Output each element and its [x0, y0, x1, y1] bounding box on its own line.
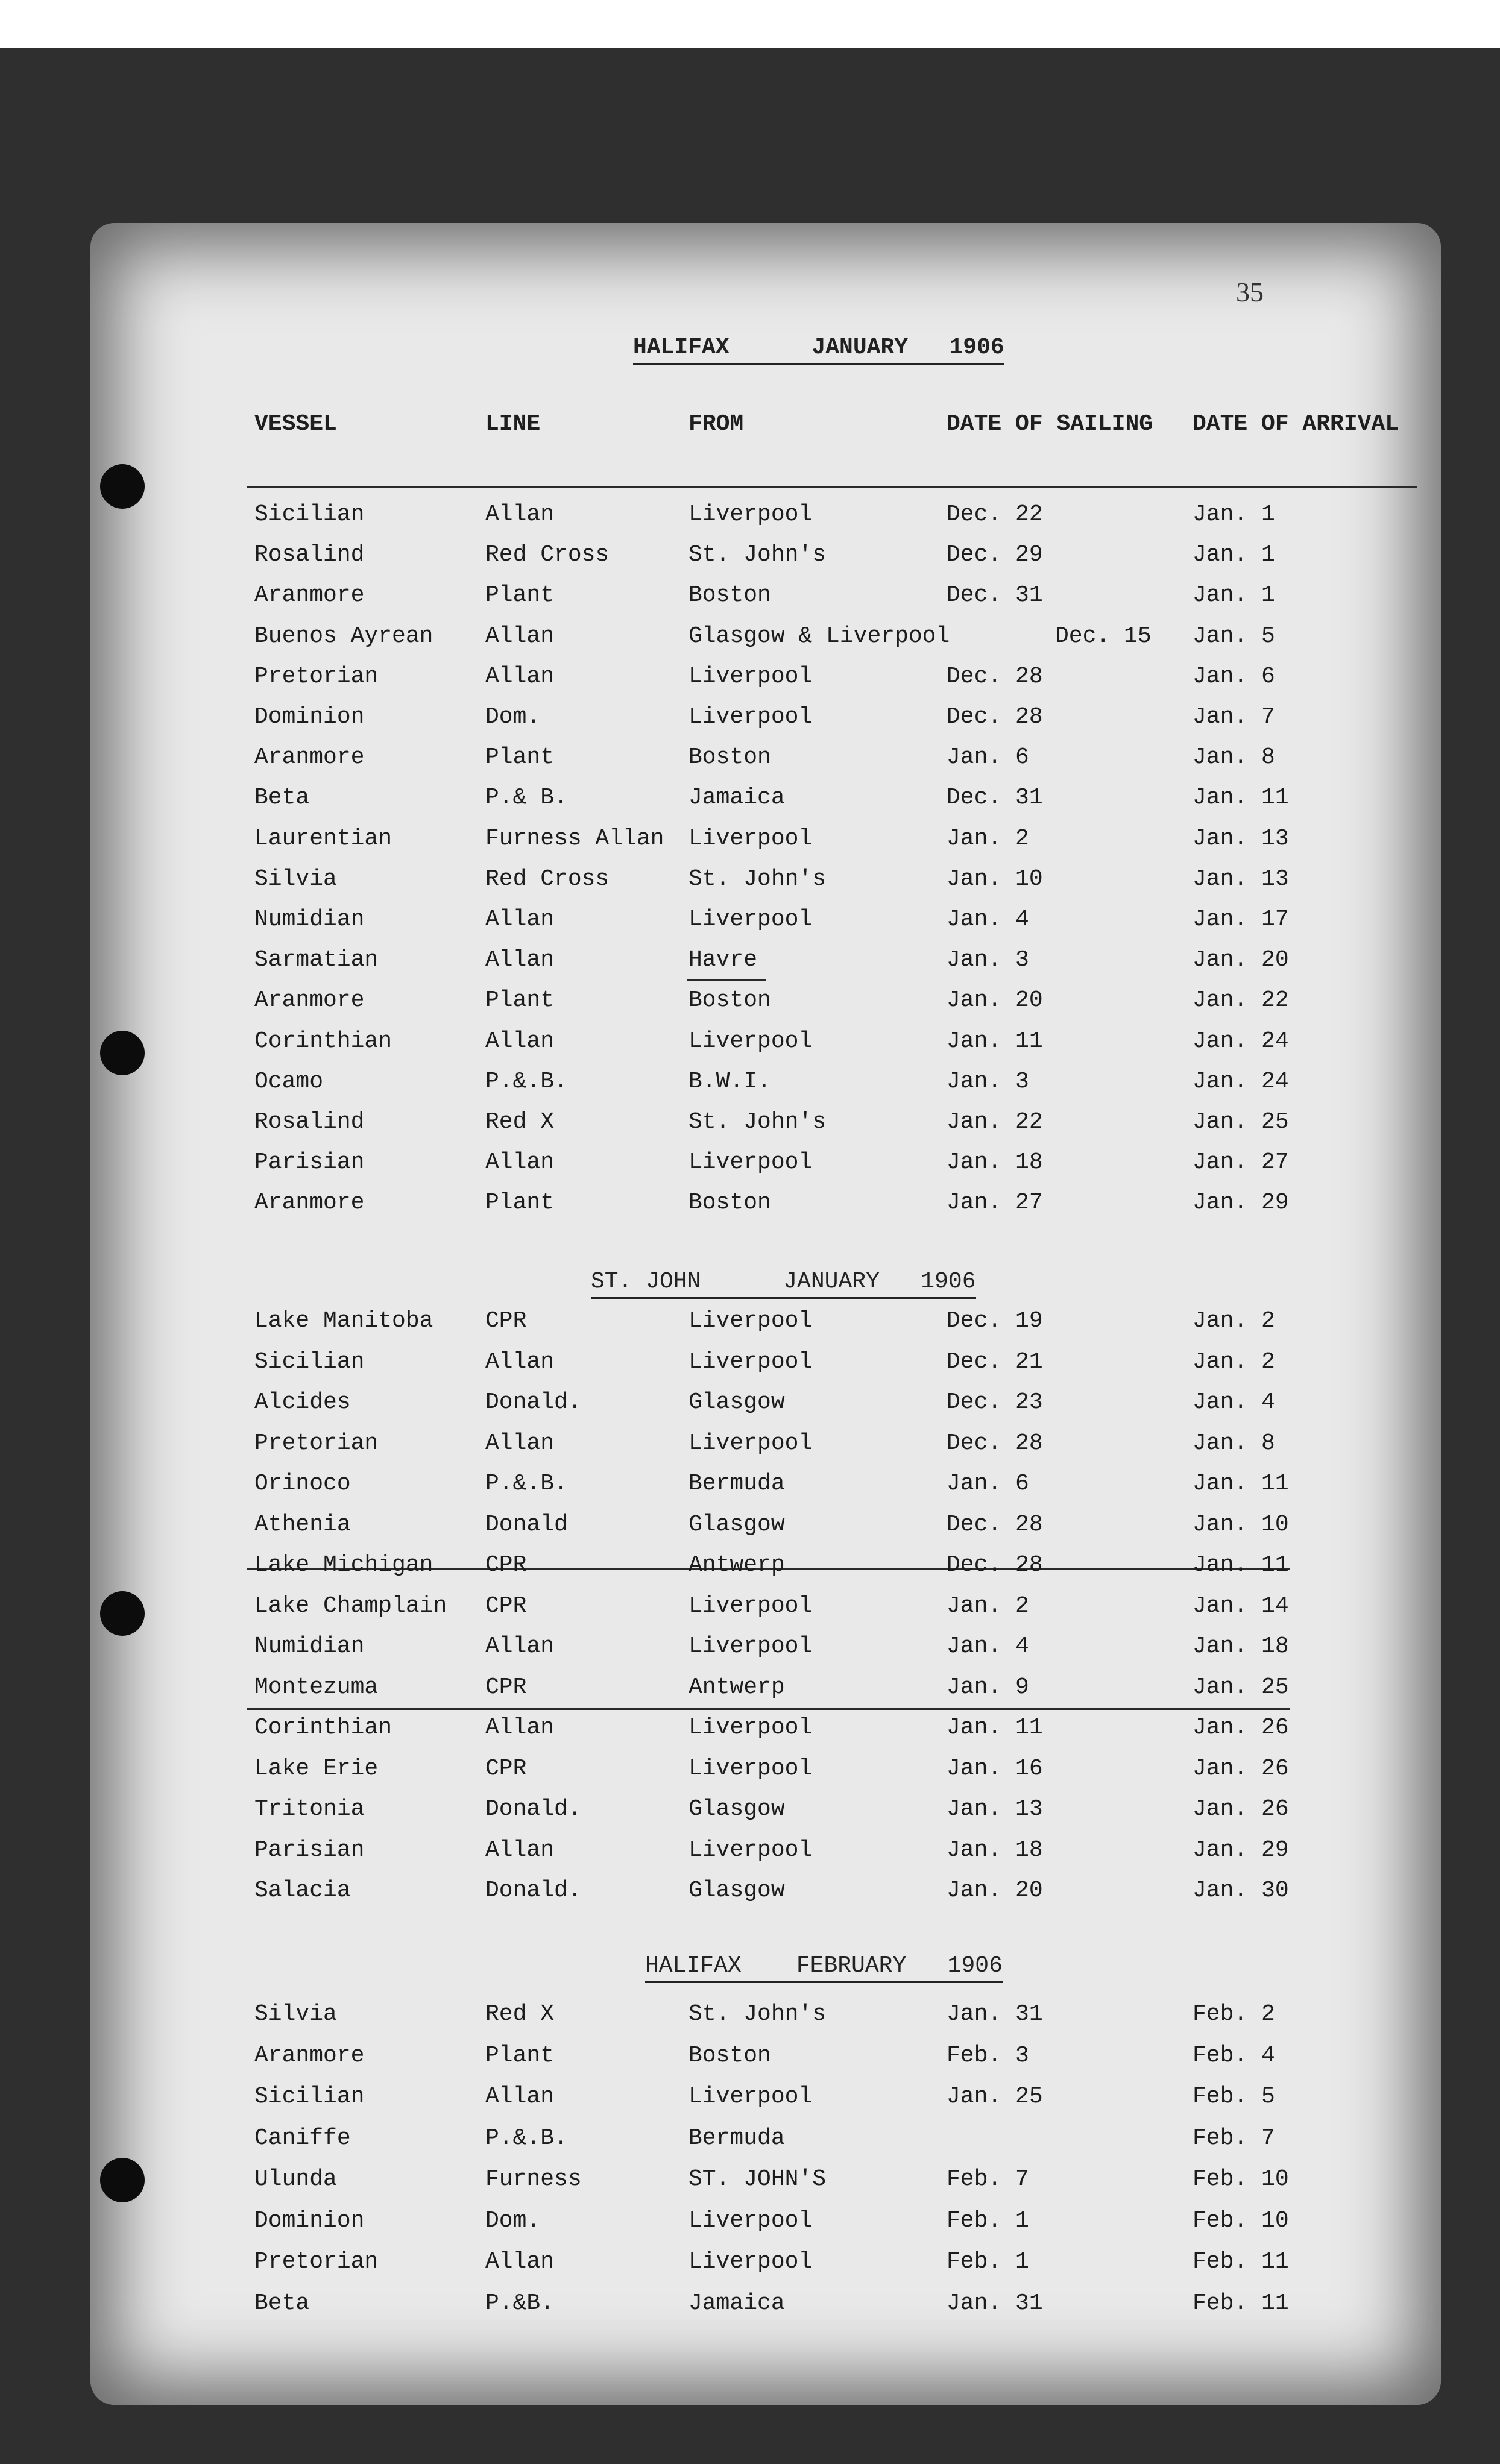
date-of-arrival: Feb. 5 [1193, 2084, 1275, 2110]
date-of-arrival: Jan. 11 [1193, 1471, 1289, 1497]
date-of-sailing: Feb. 3 [947, 2042, 1029, 2069]
origin-port: Boston [689, 987, 771, 1014]
table-row [90, 2084, 1441, 2120]
date-of-arrival: Feb. 11 [1193, 2290, 1289, 2316]
date-of-arrival: Jan. 26 [1193, 1796, 1289, 1822]
table-row [90, 947, 1441, 983]
date-of-sailing: Jan. 13 [947, 1796, 1043, 1822]
date-of-arrival: Jan. 1 [1193, 501, 1275, 527]
date-of-arrival: Jan. 22 [1193, 987, 1289, 1014]
shipping-line: Furness Allan [485, 825, 664, 852]
shipping-line: Allan [485, 1837, 555, 1863]
shipping-line: Donald. [485, 1796, 582, 1822]
date-of-arrival: Jan. 25 [1193, 1674, 1289, 1700]
table-row [90, 2166, 1441, 2202]
origin-port: Havre [689, 947, 758, 973]
vessel-name: Ocamo [254, 1068, 324, 1095]
table-row [90, 1308, 1441, 1344]
date-of-sailing: Feb. 7 [947, 2166, 1029, 2192]
vessel-name: Athenia [254, 1511, 351, 1538]
shipping-line: Red X [485, 1109, 555, 1135]
header-rule [247, 486, 1417, 488]
date-of-sailing: Jan. 22 [947, 1109, 1043, 1135]
date-of-arrival: Jan. 8 [1193, 744, 1275, 771]
date-of-arrival: Jan. 8 [1193, 1430, 1275, 1456]
table-row [90, 744, 1441, 781]
date-of-sailing: Jan. 9 [947, 1674, 1029, 1700]
column-header-vessel: VESSEL [254, 411, 337, 437]
vessel-name: Pretorian [254, 2249, 379, 2275]
date-of-sailing: Dec. 28 [947, 663, 1043, 690]
vessel-name: Alcides [254, 1389, 351, 1415]
origin-port: Liverpool [689, 2207, 813, 2234]
shipping-line: Red X [485, 2001, 555, 2027]
date-of-arrival: Jan. 17 [1193, 907, 1289, 932]
origin-port: Bermuda [689, 1471, 785, 1497]
date-of-sailing: Dec. 19 [947, 1308, 1043, 1334]
shipping-line: Donald. [485, 1389, 582, 1415]
shipping-line: Plant [485, 744, 555, 771]
vessel-name: Dominion [254, 2207, 365, 2234]
date-of-sailing: Jan. 16 [947, 1755, 1043, 1782]
vessel-name: Silvia [254, 866, 337, 892]
vessel-name: Rosalind [254, 1109, 365, 1135]
table-row [90, 1837, 1441, 1873]
date-of-sailing: Feb. 1 [947, 2249, 1029, 2275]
origin-port: Liverpool [689, 1633, 813, 1659]
origin-port: Liverpool [689, 1149, 813, 1176]
vessel-name: Beta [254, 2290, 310, 2316]
date-of-arrival: Jan. 30 [1193, 1878, 1289, 1903]
origin-port: Liverpool [689, 501, 813, 527]
table-row [90, 1756, 1441, 1792]
table-row [90, 1149, 1441, 1186]
date-of-arrival: Feb. 10 [1193, 2166, 1289, 2192]
shipping-line: CPR [485, 1592, 527, 1619]
origin-port: Glasgow [689, 1389, 785, 1415]
table-row [90, 2249, 1441, 2285]
vessel-name: Numidian [254, 1633, 365, 1659]
vessel-name: Ulunda [254, 2166, 337, 2192]
table-row [90, 582, 1441, 618]
date-of-arrival: Jan. 13 [1193, 866, 1289, 892]
date-of-sailing: Jan. 31 [947, 2001, 1043, 2027]
table-row [90, 1552, 1441, 1588]
table-row [90, 2208, 1441, 2244]
shipping-line: Donald. [485, 1878, 582, 1903]
date-of-sailing: Jan. 11 [947, 1715, 1043, 1741]
date-of-arrival: Jan. 2 [1193, 1308, 1275, 1334]
date-of-arrival: Jan. 14 [1193, 1592, 1289, 1619]
date-of-arrival: Feb. 2 [1193, 2001, 1275, 2027]
table-row [90, 623, 1441, 659]
origin-port: Liverpool [689, 1348, 813, 1375]
shipping-line: Red Cross [485, 866, 610, 892]
date-of-sailing: Feb. 1 [947, 2207, 1029, 2234]
vessel-name: Caniffe [254, 2125, 351, 2151]
origin-port: Liverpool [689, 1028, 813, 1054]
origin-port: Liverpool [689, 825, 813, 852]
table-row [90, 2001, 1441, 2037]
table-row [90, 1349, 1441, 1385]
table-row [90, 1389, 1441, 1425]
table-row [90, 1796, 1441, 1832]
vessel-name: Aranmore [254, 987, 365, 1014]
vessel-name: Dominion [254, 704, 365, 730]
vessel-name: Numidian [254, 907, 365, 932]
shipping-line: P.&.B. [485, 1068, 568, 1095]
table-row [90, 1512, 1441, 1548]
date-of-arrival: Jan. 27 [1193, 1149, 1289, 1176]
date-of-arrival: Jan. 13 [1193, 825, 1289, 852]
section-heading-st-john-january: ST. JOHN JANUARY 1906 [591, 1269, 976, 1299]
date-of-arrival: Jan. 26 [1193, 1715, 1289, 1741]
shipping-line: Allan [485, 907, 555, 932]
vessel-name: Aranmore [254, 2042, 365, 2069]
vessel-name: Laurentian [254, 825, 392, 852]
origin-port: Liverpool [689, 663, 813, 690]
table-row [90, 1715, 1441, 1751]
shipping-line: Furness [485, 2166, 582, 2192]
date-of-arrival: Jan. 18 [1193, 1633, 1289, 1659]
column-header-from: FROM [689, 411, 744, 437]
column-header-date-of-arrival: DATE OF ARRIVAL [1193, 411, 1399, 437]
date-of-sailing: Jan. 20 [947, 1878, 1043, 1903]
vessel-name: Lake Erie [254, 1755, 379, 1782]
origin-port: B.W.I. [689, 1068, 771, 1095]
date-of-sailing: Jan. 3 [947, 1068, 1029, 1095]
shipping-line: Plant [485, 1190, 555, 1216]
vessel-name: Corinthian [254, 1028, 392, 1054]
shipping-line: Allan [485, 623, 555, 649]
shipping-line: Dom. [485, 2207, 541, 2234]
origin-port: Boston [689, 744, 771, 771]
shipping-line: Allan [485, 2249, 555, 2275]
date-of-arrival: Jan. 4 [1193, 1389, 1275, 1415]
table-row [90, 1593, 1441, 1629]
shipping-line: P.&.B. [485, 1471, 568, 1497]
vessel-name: Corinthian [254, 1715, 392, 1741]
origin-port: St. John's [689, 2001, 827, 2027]
vessel-name: Salacia [254, 1878, 351, 1903]
table-row [90, 704, 1441, 740]
origin-port: Antwerp [689, 1674, 785, 1700]
origin-port: Jamaica [689, 2290, 785, 2316]
date-of-sailing: Dec. 28 [947, 1552, 1043, 1578]
date-of-arrival: Jan. 20 [1193, 947, 1289, 973]
origin-port: Glasgow [689, 1878, 785, 1903]
table-row [90, 785, 1441, 821]
date-of-sailing: Dec. 31 [947, 785, 1043, 811]
date-of-sailing: Jan. 3 [947, 947, 1029, 973]
vessel-name: Buenos Ayrean [254, 623, 433, 649]
date-of-arrival: Jan. 29 [1193, 1190, 1289, 1216]
vessel-name: Parisian [254, 1149, 365, 1176]
table-row [90, 987, 1441, 1023]
table-row [90, 1878, 1441, 1914]
date-of-arrival: Jan. 7 [1193, 704, 1275, 730]
date-of-sailing: Jan. 20 [947, 987, 1043, 1014]
date-of-arrival: Jan. 26 [1193, 1755, 1289, 1782]
origin-port: Bermuda [689, 2125, 785, 2151]
vessel-name: Sicilian [254, 501, 365, 527]
date-of-sailing: Dec. 21 [947, 1348, 1043, 1375]
origin-port: Liverpool [689, 1715, 813, 1741]
table-row [90, 1430, 1441, 1466]
vessel-name: Tritonia [254, 1796, 365, 1822]
shipping-line: Plant [485, 2042, 555, 2069]
origin-port: Liverpool [689, 907, 813, 932]
date-of-sailing: Jan. 4 [947, 1633, 1029, 1659]
origin-port: Jamaica [689, 785, 785, 811]
origin-port: Liverpool [689, 1308, 813, 1334]
date-of-sailing: Dec. 28 [947, 1511, 1043, 1538]
date-of-arrival: Feb. 11 [1193, 2249, 1289, 2275]
shipping-line: P.& B. [485, 785, 568, 811]
table-row [90, 542, 1441, 578]
date-of-sailing: Jan. 27 [947, 1190, 1043, 1216]
column-header-date-of-sailing: DATE OF SAILING [947, 411, 1153, 437]
origin-port: Glasgow [689, 1511, 785, 1538]
vessel-name: Montezuma [254, 1674, 379, 1700]
date-of-arrival: Jan. 6 [1193, 663, 1275, 690]
vessel-name: Lake Manitoba [254, 1308, 433, 1334]
shipping-line: CPR [485, 1552, 527, 1578]
origin-port: Liverpool [689, 2084, 813, 2110]
origin-port: St. John's [689, 866, 827, 892]
shipping-line: Allan [485, 501, 555, 527]
table-row [90, 1633, 1441, 1670]
shipping-line: Allan [485, 1028, 555, 1054]
date-of-arrival: Jan. 24 [1193, 1068, 1289, 1095]
date-of-sailing: Jan. 2 [947, 825, 1029, 852]
vessel-name: Sarmatian [254, 947, 379, 973]
date-of-sailing: Dec. 28 [947, 1430, 1043, 1456]
origin-port: Glasgow & Liverpool [689, 623, 950, 649]
date-of-sailing: Jan. 25 [947, 2084, 1043, 2110]
table-row [90, 1069, 1441, 1105]
table-row [90, 2043, 1441, 2079]
origin-port: Liverpool [689, 1430, 813, 1456]
origin-port: Glasgow [689, 1796, 785, 1822]
shipping-line: Plant [485, 582, 555, 609]
shipping-line: Allan [485, 1633, 555, 1659]
date-of-sailing: Jan. 11 [947, 1028, 1043, 1054]
date-of-sailing: Jan. 10 [947, 866, 1043, 892]
date-of-arrival: Jan. 1 [1193, 542, 1275, 568]
section-heading-halifax-january: HALIFAX JANUARY 1906 [633, 335, 1004, 365]
vessel-name: Aranmore [254, 582, 365, 609]
date-of-sailing: Jan. 31 [947, 2290, 1043, 2316]
date-of-sailing: Jan. 4 [947, 907, 1029, 932]
origin-port: ST. JOHN'S [689, 2166, 827, 2192]
date-of-sailing: Jan. 18 [947, 1837, 1043, 1863]
date-of-arrival: Jan. 10 [1193, 1511, 1289, 1538]
shipping-line: P.&B. [485, 2290, 555, 2316]
shipping-line: Plant [485, 987, 555, 1014]
vessel-name: Pretorian [254, 663, 379, 690]
table-row [90, 826, 1441, 862]
shipping-line: Allan [485, 663, 555, 690]
shipping-line: Allan [485, 1149, 555, 1176]
origin-port: St. John's [689, 542, 827, 568]
origin-port: Liverpool [689, 1837, 813, 1863]
vessel-name: Lake Champlain [254, 1592, 447, 1619]
shipping-line: Allan [485, 2084, 555, 2110]
shipping-line: Donald [485, 1511, 568, 1538]
shipping-line: Dom. [485, 704, 541, 730]
date-of-sailing: Dec. 29 [947, 542, 1043, 568]
shipping-line: Allan [485, 1348, 555, 1375]
date-of-sailing: Dec. 22 [947, 501, 1043, 527]
shipping-line: Allan [485, 1430, 555, 1456]
origin-port: Antwerp [689, 1552, 785, 1578]
shipping-line: Allan [485, 947, 555, 973]
shipping-line: CPR [485, 1674, 527, 1700]
origin-port: Liverpool [689, 704, 813, 730]
origin-port: Boston [689, 582, 771, 609]
date-of-arrival: Jan. 5 [1193, 623, 1275, 649]
shipping-line: P.&.B. [485, 2125, 568, 2151]
vessel-name: Parisian [254, 1837, 365, 1863]
vessel-name: Pretorian [254, 1430, 379, 1456]
date-of-arrival: Jan. 29 [1193, 1837, 1289, 1863]
date-of-sailing: Jan. 6 [947, 744, 1029, 771]
origin-port: Liverpool [689, 1755, 813, 1782]
shipping-line: Red Cross [485, 542, 610, 568]
date-of-arrival: Jan. 25 [1193, 1109, 1289, 1135]
vessel-name: Beta [254, 785, 310, 811]
table-row [90, 907, 1441, 943]
date-of-sailing: Jan. 18 [947, 1149, 1043, 1176]
shipping-line: CPR [485, 1308, 527, 1334]
date-of-sailing: Jan. 6 [947, 1471, 1029, 1497]
origin-port: Liverpool [689, 1592, 813, 1619]
vessel-name: Sicilian [254, 2084, 365, 2110]
date-of-arrival: Jan. 24 [1193, 1028, 1289, 1054]
table-row [90, 2125, 1441, 2161]
vessel-name: Sicilian [254, 1348, 365, 1375]
ledger-page [90, 223, 1441, 2405]
date-of-sailing: Dec. 28 [947, 704, 1043, 730]
vessel-name: Silvia [254, 2001, 337, 2027]
column-header-line: LINE [485, 411, 541, 437]
table-row [90, 2290, 1441, 2327]
vessel-name: Aranmore [254, 744, 365, 771]
origin-port: Boston [689, 1190, 771, 1216]
origin-port: Liverpool [689, 2249, 813, 2275]
table-row [90, 866, 1441, 902]
date-of-arrival: Jan. 1 [1193, 582, 1275, 609]
date-of-sailing: Dec. 15 [1055, 623, 1152, 649]
table-row [90, 1109, 1441, 1145]
date-of-sailing: Dec. 31 [947, 582, 1043, 609]
date-of-arrival: Feb. 4 [1193, 2042, 1275, 2069]
shipping-line: Allan [485, 1715, 555, 1741]
date-of-arrival: Feb. 10 [1193, 2207, 1289, 2234]
date-of-arrival: Jan. 11 [1193, 785, 1289, 811]
date-of-sailing: Dec. 23 [947, 1389, 1043, 1415]
table-row [90, 1674, 1441, 1711]
table-row [90, 1190, 1441, 1226]
origin-port: St. John's [689, 1109, 827, 1135]
shipping-line: CPR [485, 1755, 527, 1782]
table-row [90, 1028, 1441, 1064]
date-of-arrival: Jan. 11 [1193, 1552, 1289, 1578]
table-row [90, 501, 1441, 538]
vessel-name: Aranmore [254, 1190, 365, 1216]
table-row [90, 664, 1441, 700]
vessel-name: Rosalind [254, 542, 365, 568]
page-number: 35 [1236, 277, 1264, 307]
date-of-sailing: Jan. 2 [947, 1592, 1029, 1619]
date-of-arrival: Jan. 2 [1193, 1348, 1275, 1375]
date-of-arrival: Feb. 7 [1193, 2125, 1275, 2151]
origin-port: Boston [689, 2042, 771, 2069]
vessel-name: Orinoco [254, 1471, 351, 1497]
vessel-name: Lake Michigan [254, 1552, 433, 1578]
table-row [90, 1471, 1441, 1507]
section-heading-halifax-february: HALIFAX FEBRUARY 1906 [645, 1953, 1003, 1983]
